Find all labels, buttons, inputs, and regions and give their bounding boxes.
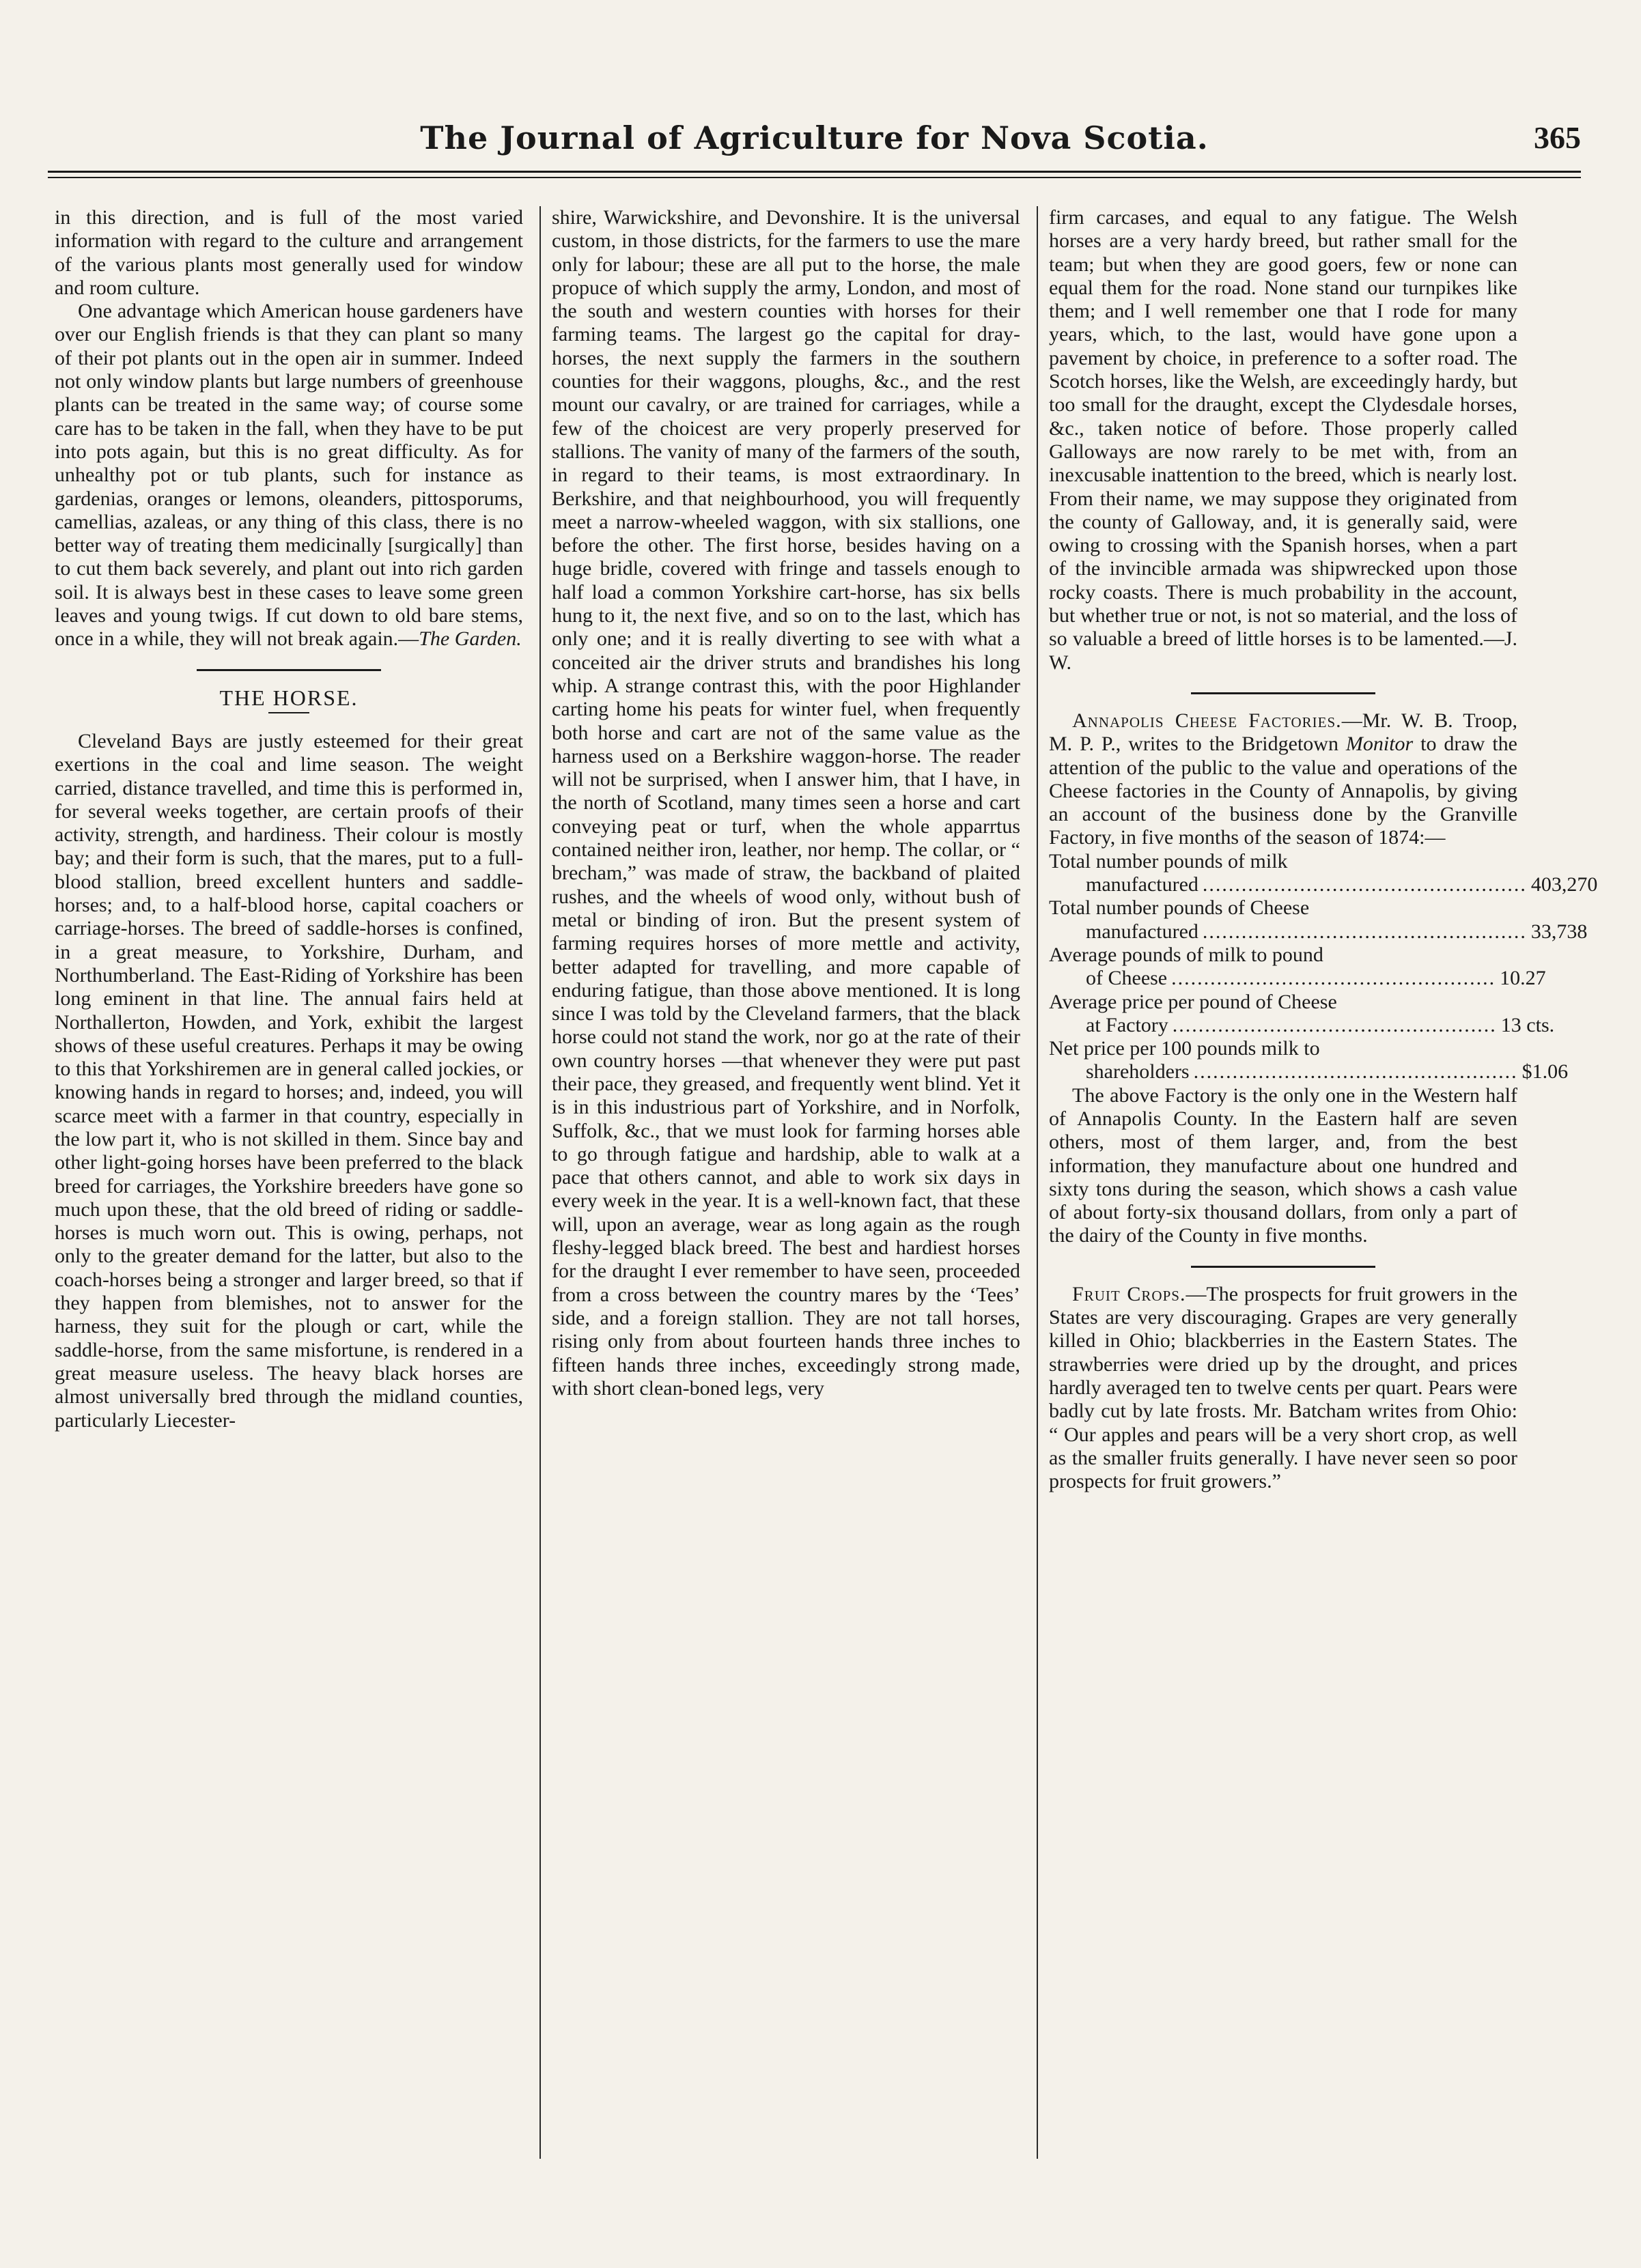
leader-dots: .................................................. bbox=[1202, 920, 1527, 943]
stat-label: Average pounds of milk to pound bbox=[1049, 943, 1323, 966]
column-2 bbox=[552, 206, 1020, 1400]
stat-row bbox=[1049, 990, 1555, 1038]
page-number: 365 bbox=[1534, 120, 1581, 155]
heading-underline bbox=[268, 712, 309, 713]
stat-label-cont: of Cheese bbox=[1086, 967, 1168, 990]
stat-label: Average price per pound of Cheese bbox=[1049, 990, 1337, 1013]
leader-dots: .................................................. bbox=[1202, 873, 1527, 896]
paragraph bbox=[55, 300, 523, 651]
stat-value: 403,270 bbox=[1530, 873, 1598, 896]
source-attribution: The Garden. bbox=[419, 627, 522, 651]
paragraph: The above Factory is the only one in the Western half of Annapolis County. In the Eastern half are seven others, most of them larger, and, from the best information, they manufacture about one hundred and sixty tons during the season, which shows a cash value of about forty-six thousand dollars, from only a part of the dairy of the County in five months. bbox=[1049, 1083, 1517, 1247]
stat-row bbox=[1049, 1037, 1569, 1084]
leader-dots: .................................................. bbox=[1171, 967, 1496, 990]
column-1 bbox=[55, 206, 523, 1432]
leader-dots: .................................................. bbox=[1172, 1013, 1497, 1036]
fruit-text: —The prospects for fruit growers in the States are very discouraging. Grapes are very generally killed in Ohio; blackberries in the Eastern States. The strawberries were dried up by the drought, and prices hardly averaged ten to twelve cents per quart. Pears were badly cut by late frosts. Mr. Batcham writes from Ohio: “ Our apples and pears will be a very short crop, as well as the smaller fruits generally. I have never seen so poor prospects for fruit growers.” bbox=[1049, 1282, 1518, 1493]
cheese-stats-table bbox=[1049, 849, 1598, 1084]
stat-label-cont: shareholders bbox=[1086, 1060, 1190, 1083]
paragraph: in this direction, and is full of the most varied information with regard to the culture and arrangement of the various plants most generally used for window and room culture. bbox=[55, 206, 523, 299]
stat-value: 33,738 bbox=[1530, 920, 1588, 943]
section-heading-horse: THE HORSE. bbox=[219, 685, 359, 710]
leader-dots: .................................................. bbox=[1193, 1060, 1518, 1083]
column-divider-2 bbox=[1037, 206, 1038, 2159]
stat-label: Total number pounds of Cheese bbox=[1049, 896, 1310, 920]
stat-value: $1.06 bbox=[1521, 1060, 1569, 1083]
section-divider bbox=[1191, 1266, 1375, 1268]
stat-label-cont: manufactured bbox=[1086, 920, 1198, 943]
stat-label-cont: at Factory bbox=[1086, 1013, 1168, 1036]
section-divider bbox=[1191, 692, 1375, 694]
journal-title: The Journal of Agriculture for Nova Scotia. bbox=[420, 119, 1209, 156]
stat-label: Total number pounds of milk bbox=[1049, 849, 1288, 873]
page-header bbox=[48, 119, 1581, 167]
stat-label-cont: manufactured bbox=[1086, 873, 1198, 896]
paragraph: Cleveland Bays are justly esteemed for their great exertions in the coal and lime season. The weight carried, distance travelled, and time this is performed in, for several weeks together, are certain proofs of their activity, strength, and hardiness. Their colour is mostly bay; and their form is such, that the mares, put to a full-blood stallion, breed excellent hunters and saddle-horses; and, to a half-blood horse, capital coachers or carriage-horses. The breed of saddle-horses is confined, in a great measure, to Yorkshire, Durham, and Northumberland. The East-Riding of Yorkshire has been long eminent in that line. The annual fairs held at Northallerton, Howden, and York, exhibit the largest shows of these useful creatures. Perhaps it may be owing to this that Yorkshiremen are in general called jockies, or knowing hands in regard to horses; and, indeed, you will scarce meet with a farmer in that country, especially in the low part it, who is not skilled in them. Since bay and other light-going horses have been preferred to the black breed for carriages, the Yorkshire breeders have gone so much upon these, that the old breed of riding or saddle-horses is much worn out. This is owing, perhaps, not only to the greater demand for the latter, but also to the coach-horses being a stronger and larger breed, so that if they happen from blemishes, not to answer for the harness, they suit for the plough or cart, while the saddle-horse, from the same misfortune, is rendered in a great measure useless. The heavy black horses are almost universally bred through the midland counties, particularly Liecester- bbox=[55, 729, 523, 1432]
stat-value: 13 cts. bbox=[1500, 1013, 1555, 1036]
paragraph-text: One advantage which American house gardeners have over our English friends is that they can plant so many of their pot plants out in the open air in summer. Indeed not only window plants but large numbers of greenhouse plants can be treated in the same way; of course some care has to be taken in the fall, when they have to be put into pots again, but this is no great difficulty. As for unhealthy pot or tub plants, such for instance as gardenias, oranges or lemons, oleanders, pittosporums, camellias, azaleas, or any thing of this class, there is no better way of treating them medicinally [surgically] than to cut them back severely, and plant out into rich garden soil. It is always best in these cases to leave some green leaves and young twigs. If cut down to old bare stems, once in a while, they will not break again.— bbox=[55, 300, 523, 651]
cheese-intro: —Mr. W. B. Troop, M. P. P., writes to the Bridgetown bbox=[1049, 709, 1517, 756]
cheese-intro-rest: to draw the attention of the public to the value and operations of the Cheese factories in the County of Annapolis, by giving an account of the business done by the Granville Factory, in five months of the season of 1874:— bbox=[1049, 733, 1517, 849]
fruit-heading: Fruit Crops. bbox=[1072, 1282, 1186, 1305]
cheese-heading: Annapolis Cheese Factories. bbox=[1072, 709, 1342, 732]
newspaper-name: Monitor bbox=[1345, 733, 1414, 756]
header-rule-top bbox=[48, 171, 1581, 173]
paragraph: firm carcases, and equal to any fatigue. The Welsh horses are a very hardy breed, but rather small for the team; but when they are good goers, few or none can equal them for the road. None stand our turnpikes like them; and I well remember one that I rode for many years, which, to the last, would have gone upon a pavement by choice, in preference to a softer road. The Scotch horses, like the Welsh, are exceedingly hardy, but too small for the draught, except the Clydesdale horses, &c., taken notice of before. Those properly called Galloways are now rarely to be met with, from an inexcusable inattention to the breed, which is nearly lost. From their name, we may suppose they originated from the county of Galloway, and, it is generally said, were owing to crossing with the Spanish horses, when a part of the invincible armada was shipwrecked upon those rocky coasts. There is much probability in the account, but whether true or not, is not so material, and the loss of so valuable a breed of little horses is to be lamented.—J. W. bbox=[1049, 206, 1517, 674]
column-divider-1 bbox=[539, 206, 541, 2159]
stat-label: Net price per 100 pounds milk to bbox=[1049, 1037, 1320, 1060]
stat-row bbox=[1049, 943, 1546, 991]
cheese-article bbox=[1049, 709, 1517, 850]
section-divider bbox=[197, 669, 381, 671]
stat-row bbox=[1049, 849, 1598, 897]
header-rule-bottom bbox=[48, 177, 1581, 178]
stat-row bbox=[1049, 896, 1588, 944]
stat-value: 10.27 bbox=[1500, 967, 1546, 990]
paragraph: shire, Warwickshire, and Devonshire. It is the universal custom, in those districts, for the farmers to use the mare only for labour; these are all put to the horse, the male propuce of which supply the army, London, and most of the south and western counties with horses for their farming teams. The largest go the capital for dray-horses, the next supply the farmers in the southern counties for their waggons, ploughs, &c., and the rest mount our cavalry, or are trained for carriages, while a few of the choicest are very properly preserved for stallions. The vanity of many of the farmers of the south, in regard to their teams, is most extraordinary. In Berkshire, and that neighbourhood, you will frequently meet a narrow-wheeled waggon, with six stallions, one before the other. The first horse, besides having on a huge bridle, covered with fringe and tassels enough to half load a common Yorkshire cart-horse, has six bells hung to it, the next five, and so on to the last, which has only one; and it is really diverting to see with what a conceited air the driver struts and brandishes his long whip. A strange contrast this, with the poor Highlander carting home his peats for winter fuel, when frequently both horse and cart are not of the same value as the harness used on a Berkshire waggon-horse. The reader will not be surprised, when I answer him, that I have, in the north of Scotland, many times seen a horse and cart conveying peat or turf, when the whole apparrtus contained neither iron, leather, nor hemp. The collar, or “ brecham,” was made of straw, the backband of plaited rushes, and the wheels of wood only, without bush of metal or binding of iron. But the present system of farming requires horses of more mettle and activity, better adapted for travelling, and more capable of enduring fatigue, than those above mentioned. It is long since I was told by the Cleveland farmers, that the black horse could not stand the work, nor go at the rate of their own country horses —that whenever they were put past their pace, they greased, and frequently went blind. Yet it is in this industrious part of Yorkshire, and in Norfolk, Suffolk, &c., that we must look for farming horses able to go through fatigue and hardship, able to walk at a pace that others cannot, and able to work six days in every week in the year. It is a well-known fact, that these will, upon an average, wear as long again as the rough fleshy-legged black breed. The best and hardiest horses for the draught I ever remember to have seen, proceeded from a cross between the country mares by the ‘Tees’ side, and a foreign stallion. They are not tall horses, rising only from about fourteen hands three inches to fifteen hands three inches, exceedingly strong made, with short clean-boned legs, very bbox=[552, 206, 1020, 1400]
fruit-article bbox=[1049, 1283, 1517, 1494]
column-3 bbox=[1049, 206, 1598, 1493]
